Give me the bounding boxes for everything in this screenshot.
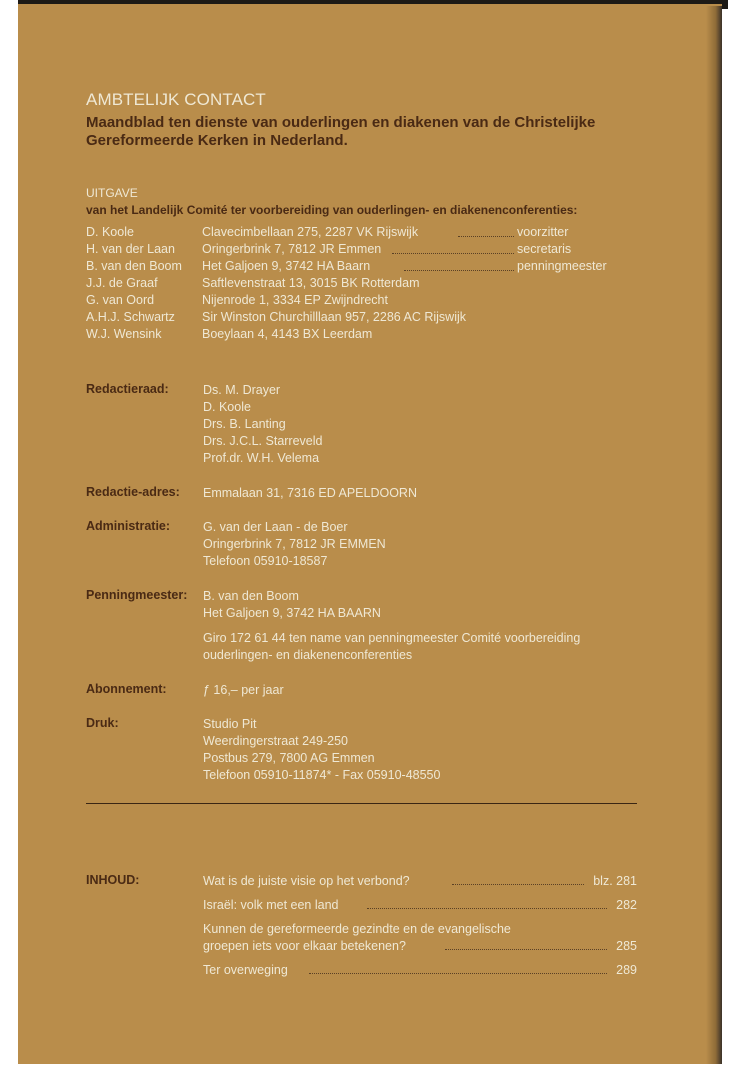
- member-role: secretaris: [517, 242, 572, 256]
- committee-member-row: [86, 242, 646, 259]
- page-spine-edge: [706, 6, 722, 1064]
- treasurer-giro-line: Giro 172 61 44 ten name van penningmeester Comité voorbereiding: [203, 631, 581, 645]
- committee-member-row: [86, 276, 646, 293]
- contents-item-page: 282: [616, 898, 637, 912]
- administration-label: Administratie:: [86, 519, 171, 533]
- member-name: B. van den Boom: [86, 259, 182, 273]
- masthead-subtitle-line-1: Maandblad ten dienste van ouderlingen en diakenen van de Christelijke: [86, 114, 596, 131]
- member-name: J.J. de Graaf: [86, 276, 158, 290]
- member-address: Het Galjoen 9, 3742 HA Baarn: [202, 259, 371, 273]
- printer-line: Weerdingerstraat 249-250: [203, 734, 348, 748]
- editorial-board-member: Drs. J.C.L. Starreveld: [203, 434, 323, 448]
- administration-line: Telefoon 05910-18587: [203, 554, 328, 568]
- treasurer-line: B. van den Boom: [203, 589, 299, 603]
- member-address: Nijenrode 1, 3334 EP Zwijndrecht: [202, 293, 388, 307]
- printer-label: Druk:: [86, 716, 119, 730]
- contents-item-title: Israël: volk met een land: [203, 898, 339, 912]
- contents-item-page: blz. 281: [593, 874, 637, 888]
- committee-member-row: [86, 293, 646, 310]
- member-address: Clavecimbellaan 275, 2287 VK Rijswijk: [202, 225, 419, 239]
- contents-item-title: Wat is de juiste visie op het verbond?: [203, 874, 410, 888]
- leader-dots: [458, 236, 514, 237]
- leader-dots: [309, 973, 607, 974]
- member-address: Sir Winston Churchilllaan 957, 2286 AC Rijswijk: [202, 310, 467, 324]
- member-name: D. Koole: [86, 225, 134, 239]
- member-name: G. van Oord: [86, 293, 155, 307]
- treasurer-label: Penningmeester:: [86, 588, 188, 602]
- contents-item-title: Ter overweging: [203, 963, 288, 977]
- editorial-board-member: Prof.dr. W.H. Velema: [203, 451, 320, 465]
- treasurer-line: Het Galjoen 9, 3742 HA BAARN: [203, 606, 381, 620]
- member-name: H. van der Laan: [86, 242, 175, 256]
- administration-line: Oringerbrink 7, 7812 JR EMMEN: [203, 537, 386, 551]
- committee-member-row: [86, 225, 646, 242]
- leader-dots: [404, 270, 514, 271]
- editorial-board-label: Redactieraad:: [86, 382, 169, 396]
- printer-line: Studio Pit: [203, 717, 257, 731]
- treasurer-giro-line: ouderlingen- en diakenenconferenties: [203, 648, 413, 662]
- section-divider: [86, 803, 637, 804]
- leader-dots: [452, 884, 584, 885]
- member-name: A.H.J. Schwartz: [86, 310, 175, 324]
- publisher-heading: UITGAVE: [86, 186, 138, 200]
- editorial-board-member: D. Koole: [203, 400, 251, 414]
- member-address: Saftlevenstraat 13, 3015 BK Rotterdam: [202, 276, 420, 290]
- member-role: voorzitter: [517, 225, 569, 239]
- contents-item-title: Kunnen de gereformeerde gezindte en de evangelische: [203, 922, 511, 936]
- leader-dots: [445, 949, 607, 950]
- committee-member-row: [86, 259, 646, 276]
- contents-item-page: 289: [616, 963, 637, 977]
- leader-dots: [392, 253, 514, 254]
- contents-item[interactable]: [203, 962, 637, 979]
- printer-line: Postbus 279, 7800 AG Emmen: [203, 751, 375, 765]
- member-role: penningmeester: [517, 259, 607, 273]
- contents-label: INHOUD:: [86, 873, 140, 887]
- member-name: W.J. Wensink: [86, 327, 162, 341]
- publisher-committee: van het Landelijk Comité ter voorbereiding van ouderlingen- en diakenenconferenties:: [86, 203, 578, 217]
- committee-member-row: [86, 327, 646, 344]
- printer-line: Telefoon 05910-11874* - Fax 05910-48550: [203, 768, 441, 782]
- editorial-board-member: Drs. B. Lanting: [203, 417, 286, 431]
- contents-item[interactable]: [203, 873, 637, 890]
- subscription-price: ƒ 16,– per jaar: [203, 683, 284, 697]
- leader-dots: [367, 908, 607, 909]
- committee-member-row: [86, 310, 646, 327]
- contents-item-page: 285: [616, 939, 637, 953]
- contents-item[interactable]: [203, 897, 637, 914]
- administration-line: G. van der Laan - de Boer: [203, 520, 348, 534]
- editorial-address-label: Redactie-adres:: [86, 485, 180, 499]
- member-address: Boeylaan 4, 4143 BX Leerdam: [202, 327, 373, 341]
- masthead-subtitle-line-2: Gereformeerde Kerken in Nederland.: [86, 132, 348, 149]
- editorial-board-member: Ds. M. Drayer: [203, 383, 281, 397]
- member-address: Oringerbrink 7, 7812 JR Emmen: [202, 242, 382, 256]
- contents-item-title-continued: groepen iets voor elkaar betekenen?: [203, 939, 406, 953]
- masthead-title: AMBTELIJK CONTACT: [86, 90, 266, 109]
- editorial-address: Emmalaan 31, 7316 ED APELDOORN: [203, 486, 417, 500]
- subscription-label: Abonnement:: [86, 682, 167, 696]
- contents-item[interactable]: [203, 921, 637, 955]
